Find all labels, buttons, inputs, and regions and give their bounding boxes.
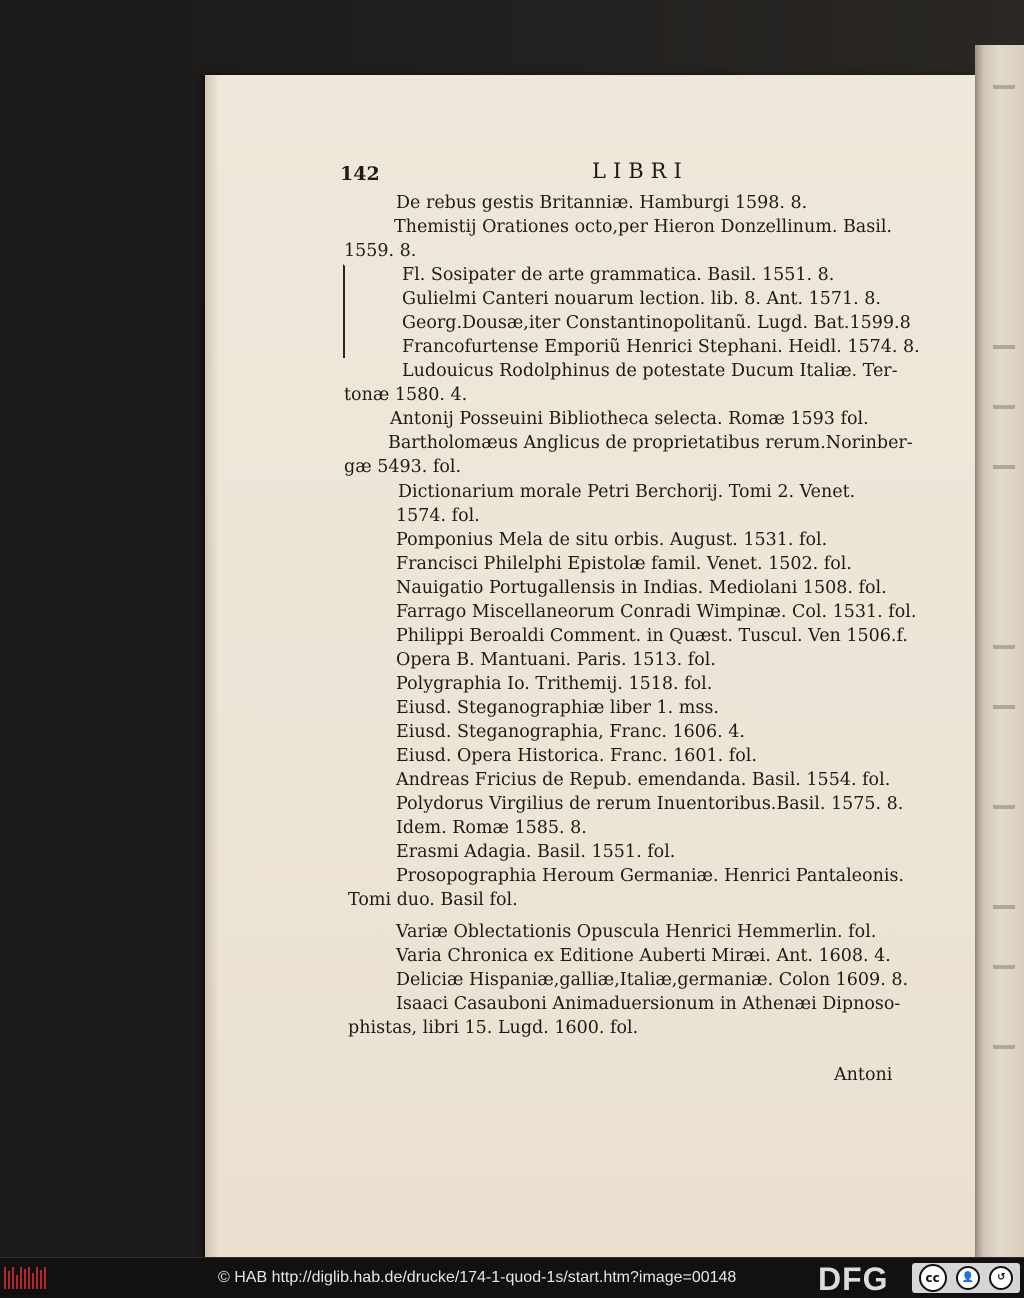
- entry-line: phistas, libri 15. Lugd. 1600. fol.: [348, 1018, 639, 1038]
- entry-line: gæ 5493. fol.: [344, 457, 462, 477]
- entry-line: Idem. Romæ 1585. 8.: [396, 818, 587, 838]
- entry-line: Varia Chronica ex Editione Auberti Miræi. Ant. 1608. 4.: [396, 946, 891, 966]
- entry-line: Variæ Oblectationis Opuscula Henrici Hemmerlin. fol.: [396, 922, 877, 942]
- entry-line: Eiusd. Steganographiæ liber 1. mss.: [396, 698, 719, 718]
- copyright-link[interactable]: © HAB http://diglib.hab.de/drucke/174-1-quod-1s/start.htm?image=00148: [218, 1269, 737, 1286]
- dfg-logo: DFG: [818, 1261, 889, 1297]
- entry-line: Eiusd. Opera Historica. Franc. 1601. fol.: [396, 746, 757, 766]
- entry-line: Polydorus Virgilius de rerum Inuentoribus.Basil. 1575. 8.: [396, 794, 904, 814]
- entry-line: Tomi duo. Basil fol.: [348, 890, 518, 910]
- bracket-mark: [343, 264, 351, 358]
- entry-line: Polygraphia Io. Trithemij. 1518. fol.: [396, 674, 713, 694]
- entry-line: Philippi Beroaldi Comment. in Quæst. Tuscul. Ven 1506.f.: [396, 626, 908, 646]
- running-head: LIBRI: [592, 159, 689, 183]
- entry-line: Fl. Sosipater de arte grammatica. Basil. 1551. 8.: [402, 265, 835, 285]
- entry-line: Ludouicus Rodolphinus de potestate Ducum Italiæ. Ter-: [402, 361, 898, 381]
- by-icon: 👤: [956, 1266, 980, 1290]
- entry-line: Antonij Posseuini Bibliotheca selecta. Romæ 1593 fol.: [390, 409, 869, 429]
- page-number: 142: [340, 163, 380, 185]
- entry-line: Nauigatio Portugallensis in Indias. Mediolani 1508. fol.: [396, 578, 887, 598]
- entry-line: Themistij Orationes octo,per Hieron Donzellinum. Basil.: [394, 217, 892, 237]
- entry-line: Gulielmi Canteri nouarum lection. lib. 8. Ant. 1571. 8.: [402, 289, 881, 309]
- entry-line: Georg.Dousæ,iter Constantinopolitanũ. Lugd. Bat.1599.8: [402, 313, 911, 333]
- entry-line: Prosopographia Heroum Germaniæ. Henrici Pantaleonis.: [396, 866, 904, 886]
- entry-line: Dictionarium morale Petri Berchorij. Tomi 2. Venet.: [398, 482, 856, 502]
- entry-line: tonæ 1580. 4.: [344, 385, 468, 405]
- entry-line: Bartholomæus Anglicus de proprietatibus rerum.Norinber-: [388, 433, 913, 453]
- entry-line: Farrago Miscellaneorum Conradi Wimpinæ. Col. 1531. fol.: [396, 602, 917, 622]
- hab-logo-icon: [4, 1267, 46, 1289]
- entry-line: Opera B. Mantuani. Paris. 1513. fol.: [396, 650, 716, 670]
- sa-icon: ↺: [989, 1266, 1013, 1290]
- viewer-footer: [0, 1257, 1024, 1298]
- entry-line: Deliciæ Hispaniæ,galliæ,Italiæ,germaniæ. Colon 1609. 8.: [396, 970, 909, 990]
- catchword: Antoni: [834, 1065, 893, 1085]
- cc-icon: cc: [919, 1264, 947, 1292]
- facing-page-edge: [975, 45, 1024, 1257]
- entry-line: Eiusd. Steganographia, Franc. 1606. 4.: [396, 722, 745, 742]
- entry-line: De rebus gestis Britanniæ. Hamburgi 1598. 8.: [396, 193, 808, 213]
- entry-line: Andreas Fricius de Repub. emendanda. Basil. 1554. fol.: [396, 770, 891, 790]
- entry-line: Francofurtense Emporiũ Henrici Stephani. Heidl. 1574. 8.: [402, 337, 920, 357]
- entry-line: Francisci Philelphi Epistolæ famil. Venet. 1502. fol.: [396, 554, 852, 574]
- entry-line: Pomponius Mela de situ orbis. August. 1531. fol.: [396, 530, 828, 550]
- entry-line: 1559. 8.: [344, 241, 417, 261]
- entry-line: Erasmi Adagia. Basil. 1551. fol.: [396, 842, 676, 862]
- license-badge[interactable]: [912, 1263, 1020, 1293]
- entry-line: 1574. fol.: [396, 506, 480, 526]
- entry-line: Isaaci Casauboni Animaduersionum in Athenæi Dipnoso-: [396, 994, 901, 1014]
